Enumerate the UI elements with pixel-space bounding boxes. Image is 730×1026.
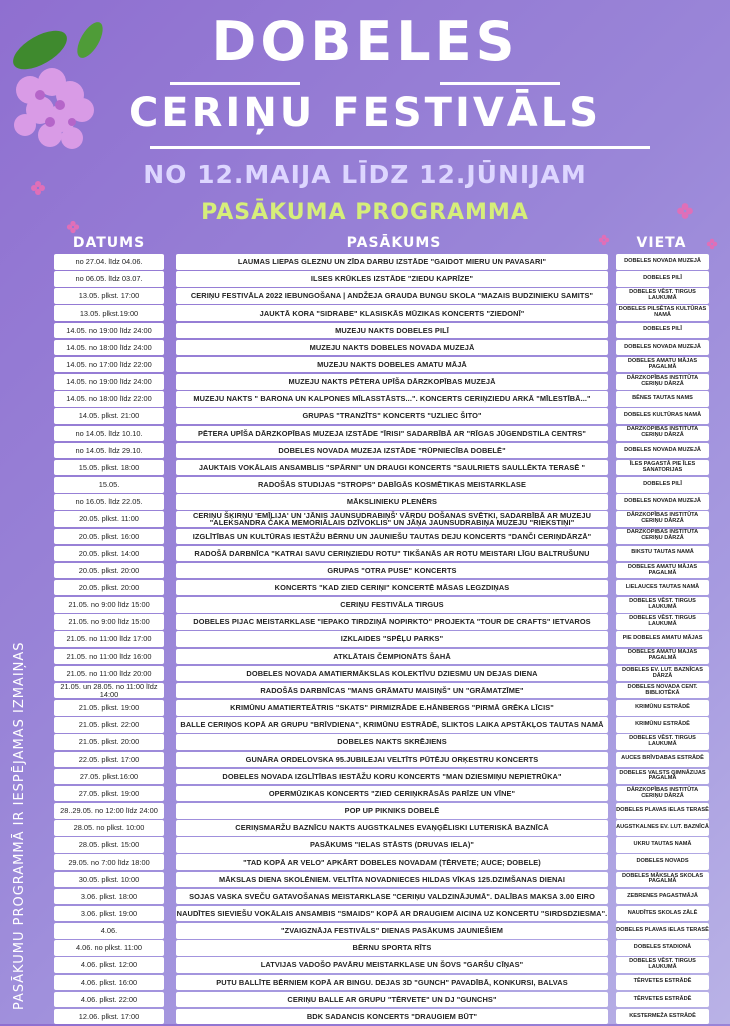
row-event: MUZEJU NAKTS PĒTERA UPĪŠA DĀRZKOPĪBAS MUZEJĀ [176, 374, 608, 390]
row-venue: DOBELES PLAVAS IELAS TERASĒ [616, 923, 709, 939]
row-venue: DĀRZKOPĪBAS INSTITŪTA CERIŅU DĀRZĀ [616, 786, 709, 802]
row-event: KRIMŪNU AMATIERTEĀTRIS "SKATS" PIRMIZRĀDE E.HĀNBERGS "PIRMĀ GRĒKA LĪCIS" [176, 700, 608, 716]
row-event: POP UP PIKNIKS DOBELĒ [176, 803, 608, 819]
row-date: 3.06. plkst. 19:00 [54, 906, 164, 922]
row-venue: DOBELES NOVADA CENT. BIBLIOTĒKĀ [616, 683, 709, 699]
table-row [54, 408, 709, 425]
column-header-event: PASĀKUMS [346, 235, 442, 251]
row-venue: DOBELES EV. LUT. BAZNĪCAS DĀRZĀ [616, 666, 709, 682]
table-row [54, 666, 709, 683]
row-event: BDK SADANCIS KONCERTS "DRAUGIEM BŪT" [176, 1009, 608, 1025]
row-event: DOBELES PIJAC MEISTARKLASE "IEPAKO TIRDZIŅĀ NOPIRKTO" PROJEKTA "TOUR DE CRAFTS" IETVAROS [176, 614, 608, 630]
row-event: MUZEJU NAKTS DOBELES PILĪ [176, 323, 608, 339]
row-venue: KRIMŪNU ESTRĀDĒ [616, 700, 709, 716]
row-event: MUZEJU NAKTS " BARONA UN KALPONES MĪLASSTĀSTS...". KONCERTS CERIŅZIEDU ARKĀ "MĪLESTĪBĀ..." [176, 391, 608, 407]
row-venue: DOBELES AMATU MĀJAS PAGALMĀ [616, 357, 709, 373]
row-venue: DOBELES PLAVAS IELAS TERASĒ [616, 803, 709, 819]
row-event: CERIŅSMARŽU BAZNĪCU NAKTS AUGSTKALNES EVAŅĢĒLISKI LUTERISKĀ BAZNĪCĀ [176, 820, 608, 836]
row-date: 3.06. plkst. 18:00 [54, 889, 164, 905]
row-venue: DOBELES MĀKSLAS SKOLAS PAGALMĀ [616, 872, 709, 888]
row-date: 15.05. plkst. 18:00 [54, 460, 164, 476]
row-event: GRUPAS "TRANZĪTS" KONCERTS "UZLIEC ŠITO" [176, 408, 608, 424]
program-table [54, 254, 709, 1026]
row-event: DOBELES NOVADA AMATIERMĀKSLAS KOLEKTĪVU DZIESMU UN DEJAS DIENA [176, 666, 608, 682]
row-venue: ZEBRENES PAGASTMĀJĀ [616, 889, 709, 905]
row-venue: DOBELES AMATU MĀJAS PAGALMĀ [616, 563, 709, 579]
row-date: no 14.05. līdz 10.10. [54, 426, 164, 442]
table-row [54, 1009, 709, 1026]
row-event: GUNĀRA ORDELOVSKA 95.JUBILEJAI VELTĪTS PŪTĒJU ORĶESTRU KONCERTS [176, 752, 608, 768]
row-venue: DĀRZKOPĪBAS INSTITŪTA CERIŅU DĀRZĀ [616, 511, 709, 527]
row-venue: ĪLES PAGASTĀ PIE ĪLES SANATORIJAS [616, 460, 709, 476]
table-row [54, 717, 709, 734]
table-row [54, 374, 709, 391]
row-event: NAUDĪTES SIEVIEŠU VOKĀLAIS ANSAMBIS "SMAIDS" KOPĀ AR DRAUGIEM AICINA UZ KONCERTU "SIRDSDZIESMA". [176, 906, 608, 922]
row-event: "TAD KOPĀ AR VELO" APKĀRT DOBELES NOVADAM (TĒRVETE; AUCE; DOBELE) [176, 854, 608, 870]
row-venue: AUGSTKALNES EV. LUT. BAZNĪCĀ [616, 820, 709, 836]
table-row [54, 305, 709, 322]
row-venue: DOBELES PILSĒTAS KULTŪRAS NAMĀ [616, 305, 709, 321]
table-row [54, 923, 709, 940]
row-date: 21.05. plkst. 20:00 [54, 734, 164, 750]
table-row [54, 906, 709, 923]
row-date: 20.05. plkst. 20:00 [54, 563, 164, 579]
table-row [54, 426, 709, 443]
row-date: 27.05. plkst. 19:00 [54, 786, 164, 802]
row-date: 22.05. plkst. 17:00 [54, 752, 164, 768]
row-date: no 06.05. līdz 03.07. [54, 271, 164, 287]
row-date: 29.05. no 7:00 līdz 18:00 [54, 854, 164, 870]
table-row [54, 614, 709, 631]
table-row [54, 975, 709, 992]
row-date: 14.05. plkst. 21:00 [54, 408, 164, 424]
row-date: 15.05. [54, 477, 164, 493]
table-row [54, 734, 709, 751]
row-event: RADOŠĀS STUDIJAS "STROPS" DABĪGĀS KOSMĒTIKAS MEISTARKLASE [176, 477, 608, 493]
program-heading: PASĀKUMA PROGRAMMA [201, 200, 529, 225]
row-venue: DOBELES KULTŪRAS NAMĀ [616, 408, 709, 424]
row-venue: DOBELES PILĪ [616, 323, 709, 339]
table-row [54, 271, 709, 288]
table-row [54, 700, 709, 717]
table-row [54, 580, 709, 597]
row-venue: BIKSTU TAUTAS NAMĀ [616, 546, 709, 562]
table-row [54, 288, 709, 305]
row-date: 21.05. plkst. 22:00 [54, 717, 164, 733]
row-date: 21.05. plkst. 19:00 [54, 700, 164, 716]
row-venue: DOBELES PILĪ [616, 271, 709, 287]
row-venue: NAUDĪTES SKOLAS ZĀLĒ [616, 906, 709, 922]
row-venue: DOBELES NOVADA MUZEJĀ [616, 494, 709, 510]
page-subtitle: CERIŅU FESTIVĀLS [128, 90, 602, 136]
column-header-venue: VIETA [636, 235, 687, 251]
row-event: SOJAS VASKA SVEČU GATAVOŠANAS MEISTARKLASE "CERIŅU VALDZINĀJUMĀ". DALĪBAS MAKSA 3.00 EIRO [176, 889, 608, 905]
row-event: PASĀKUMS "IELAS STĀSTS (DRUVAS IELA)" [176, 837, 608, 853]
row-event: JAUKTAIS VOKĀLAIS ANSAMBLIS "SPĀRNI" UN DRAUGI KONCERTS "SAULRIETS SAULLĒKTA TERASĒ " [176, 460, 608, 476]
table-row [54, 357, 709, 374]
row-venue: TĒRVETES ESTRĀDĒ [616, 992, 709, 1008]
row-venue: PIE DOBELES AMATU MĀJAS [616, 631, 709, 647]
table-row [54, 940, 709, 957]
row-venue: DOBELES NOVADS [616, 854, 709, 870]
row-event: CERIŅU ŠĶIRŅU 'EMĪLIJA' UN 'JĀNIS JAUNSUDRABIŅŠ' VĀRDU DOŠANAS SVĒTKI, SADARBĪBĀ AR MUZEJU "ALEKSANDRA ČAKA MEMORIĀLAIS DZĪVOKLIS" UN JĀŅA JAUNSUDRABIŅA MUZEJU "RIEKSTIŅI" [176, 511, 608, 527]
row-date: 14.05. no 19:00 līdz 24:00 [54, 374, 164, 390]
row-date: 14.05. no 19:00 līdz 24:00 [54, 323, 164, 339]
row-date: no 14.05. līdz 29.10. [54, 443, 164, 459]
row-event: LATVIJAS VADOŠO PAVĀRU MEISTARKLASE UN ŠOVS "GARŠU CĪŅAS" [176, 957, 608, 973]
table-row [54, 803, 709, 820]
subtitle-divider [150, 146, 650, 149]
row-venue: DOBELES NOVADA MUZEJĀ [616, 254, 709, 270]
table-row [54, 511, 709, 528]
table-row [54, 820, 709, 837]
row-date: 4.06. no plkst. 11:00 [54, 940, 164, 956]
row-date: 21.05. no 9:00 līdz 15:00 [54, 597, 164, 613]
row-event: PUTU BALLĪTE BĒRNIEM KOPĀ AR BINGU. DEJAS 3D "GUNCH" PAVADĪBĀ, KONKURSI, BALVAS [176, 975, 608, 991]
row-date: 4.06. plkst. 22:00 [54, 992, 164, 1008]
row-venue: KESTERMEŽA ESTRĀDĒ [616, 1009, 709, 1025]
row-event: DOBELES NOVADA MUZEJA IZSTĀDE "RŪPNIECĪBA DOBELĒ" [176, 443, 608, 459]
row-venue: DĀRZKOPĪBAS INSTITŪTA CERIŅU DĀRZĀ [616, 529, 709, 545]
row-event: JAUKTĀ KORA "SIDRABE" KLASISKĀS MŪZIKAS KONCERTS "ZIEDONĪ" [176, 305, 608, 321]
row-event: KONCERTS "KAD ZIED CERIŅI" KONCERTĒ MĀSAS LEGZDIŅAS [176, 580, 608, 596]
row-date: no 16.05. līdz 22.05. [54, 494, 164, 510]
title-divider-left [170, 82, 300, 85]
row-event: MĀKSLAS DIENA SKOLĒNIEM. VELTĪTA NOVADNIECES HILDAS VĪKAS 125.DZIMŠANAS DIENAI [176, 872, 608, 888]
row-date: 4.06. [54, 923, 164, 939]
row-venue: DĀRZKOPĪBAS INSTITŪTA CERIŅU DĀRZĀ [616, 374, 709, 390]
row-date: 28..29.05. no 12:00 līdz 24:00 [54, 803, 164, 819]
row-venue: DOBELES VĒST. TIRGUS LAUKUMĀ [616, 597, 709, 613]
table-row [54, 769, 709, 786]
row-event: MĀKSLINIEKU PLENĒRS [176, 494, 608, 510]
festival-dates: NO 12.MAIJA LĪDZ 12.JŪNIJAM [143, 160, 587, 189]
row-date: 27.05. plkst.16:00 [54, 769, 164, 785]
table-row [54, 872, 709, 889]
table-row [54, 837, 709, 854]
row-date: 20.05. plkst. 11:00 [54, 511, 164, 527]
row-date: 12.06. plkst. 17:00 [54, 1009, 164, 1025]
row-event: DOBELES NOVADA IZGLĪTĪBAS IESTĀŽU KORU KONCERTS "MAN DZIESMIŅU NEPIETRŪKA" [176, 769, 608, 785]
row-date: 14.05. no 17:00 līdz 22:00 [54, 357, 164, 373]
row-event: BĒRNU SPORTA RĪTS [176, 940, 608, 956]
row-date: 21.05. no 11:00 līdz 20:00 [54, 666, 164, 682]
table-row [54, 254, 709, 271]
row-date: 13.05. plkst. 17:00 [54, 288, 164, 304]
row-date: 20.05. plkst. 14:00 [54, 546, 164, 562]
row-event: CERIŅU FESTIVĀLA 2022 IEBUNGOŠANA | ANDŽEJA GRAUDA BUNGU SKOLA "MAZAIS BUDZINIEKU SAMITS" [176, 288, 608, 304]
table-row [54, 443, 709, 460]
table-row [54, 340, 709, 357]
row-venue: DOBELES VĒST. TIRGUS LAUKUMĀ [616, 614, 709, 630]
row-date: 21.05. un 28.05. no 11:00 līdz 14:00 [54, 683, 164, 699]
side-note: PASĀKUMU PROGRAMMĀ IR IESPĒJAMAS IZMAIŅAS [12, 641, 27, 1010]
row-venue: AUCES BRĪVDABAS ESTRĀDĒ [616, 752, 709, 768]
row-venue: DOBELES NOVADA MUZEJĀ [616, 340, 709, 356]
row-venue: DĀRZKOPĪBAS INSTITŪTA CERIŅU DĀRZĀ [616, 426, 709, 442]
row-event: RADOŠĀ DARBNĪCA "KATRAI SAVU CERIŅZIEDU ROTU" TIKŠANĀS AR ROTU MEISTARI LĪGU BALTRUŠUNU [176, 546, 608, 562]
row-event: BALLE CERIŅOS KOPĀ AR GRUPU "BRĪVDIENA", KRIMŪNU ESTRĀDĒ, SLIKTOS LAIKA APSTĀKĻOS TAUTAS NAMĀ [176, 717, 608, 733]
row-venue: DOBELES STADIONĀ [616, 940, 709, 956]
table-row [54, 494, 709, 511]
row-venue: LIELAUCES TAUTAS NAMĀ [616, 580, 709, 596]
row-venue: DOBELES VALSTS ĢIMNĀZIJAS PAGALMĀ [616, 769, 709, 785]
row-date: 14.05. no 18:00 līdz 24:00 [54, 340, 164, 356]
row-event: ILSES KRŪKLES IZSTĀDE "ZIEDU KAPRĪZE" [176, 271, 608, 287]
table-row [54, 752, 709, 769]
row-date: 13.05. plkst.19:00 [54, 305, 164, 321]
row-date: 28.05. plkst. 15:00 [54, 837, 164, 853]
row-event: CERIŅU FESTIVĀLA TIRGUS [176, 597, 608, 613]
row-date: 20.05. plkst. 16:00 [54, 529, 164, 545]
row-event: PĒTERA UPĪŠA DĀRZKOPĪBAS MUZEJA IZSTĀDE "ĪRISI" SADARBĪBĀ AR "RĪGAS JŪGENDSTILA CENTRS" [176, 426, 608, 442]
row-event: LAUMAS LIEPAS GLEZNU UN ZĪDA DARBU IZSTĀDE "GAIDOT MIERU UN PAVASARI" [176, 254, 608, 270]
row-date: 30.05. plkst. 10:00 [54, 872, 164, 888]
table-row [54, 529, 709, 546]
table-row [54, 854, 709, 871]
column-header-date: DATUMS [72, 235, 146, 251]
row-date: 14.05. no 18:00 līdz 22:00 [54, 391, 164, 407]
table-row [54, 477, 709, 494]
row-event: RADOŠĀS DARBNĪCAS "MANS GRĀMATU MAISIŅŠ" UN "GRĀMATZĪME" [176, 683, 608, 699]
row-venue: DOBELES AMATU MĀJAS PAGALMĀ [616, 649, 709, 665]
table-row [54, 563, 709, 580]
row-event: ATKLĀTAIS ČEMPIONĀTS ŠAHĀ [176, 649, 608, 665]
row-venue: DOBELES NOVADA MUZEJĀ [616, 443, 709, 459]
row-venue: BĒNES TAUTAS NAMS [616, 391, 709, 407]
table-row [54, 391, 709, 408]
table-row [54, 597, 709, 614]
table-row [54, 323, 709, 340]
row-date: 21.05. no 9:00 līdz 15:00 [54, 614, 164, 630]
row-venue: KRIMŪNU ESTRĀDĒ [616, 717, 709, 733]
table-row [54, 889, 709, 906]
row-venue: TĒRVETES ESTRĀDĒ [616, 975, 709, 991]
table-row [54, 992, 709, 1009]
table-row [54, 683, 709, 700]
title-divider-right [440, 82, 560, 85]
row-date: 4.06. plkst. 16:00 [54, 975, 164, 991]
row-date: 4.06. plkst. 12:00 [54, 957, 164, 973]
page-title: DOBELES [211, 10, 519, 73]
row-venue: DOBELES VĒST. TIRGUS LAUKUMĀ [616, 957, 709, 973]
row-event: "ZVAIGZNĀJA FESTIVĀLS" DIENAS PASĀKUMS JAUNIEŠIEM [176, 923, 608, 939]
row-date: 20.05. plkst. 20:00 [54, 580, 164, 596]
row-event: IZKLAIDES "SPĒĻU PARKS" [176, 631, 608, 647]
table-row [54, 460, 709, 477]
row-event: OPERMŪZIKAS KONCERTS "ZIED CERIŅKRĀSĀS PARĪZE UN VĪNE" [176, 786, 608, 802]
table-row [54, 786, 709, 803]
row-date: no 27.04. līdz 04.06. [54, 254, 164, 270]
row-event: IZGLĪTĪBAS UN KULTŪRAS IESTĀŽU BĒRNU UN JAUNIEŠU TAUTAS DEJU KONCERTS "DANČI CERIŅDĀRZĀ" [176, 529, 608, 545]
row-event: DOBELES NAKTS SKRĒJIENS [176, 734, 608, 750]
row-event: MUZEJU NAKTS DOBELES AMATU MĀJĀ [176, 357, 608, 373]
row-venue: UKRU TAUTAS NAMĀ [616, 837, 709, 853]
row-date: 21.05. no 11:00 līdz 17:00 [54, 631, 164, 647]
table-row [54, 546, 709, 563]
row-venue: DOBELES VĒST. TIRGUS LAUKUMĀ [616, 288, 709, 304]
row-event: CERIŅU BALLE AR GRUPU "TĒRVETE" UN DJ "GUNCHS" [176, 992, 608, 1008]
row-date: 21.05. no 11:00 līdz 16:00 [54, 649, 164, 665]
table-row [54, 649, 709, 666]
row-event: GRUPAS "OTRA PUSE" KONCERTS [176, 563, 608, 579]
row-event: MUZEJU NAKTS DOBELES NOVADA MUZEJĀ [176, 340, 608, 356]
row-venue: DOBELES VĒST. TIRGUS LAUKUMĀ [616, 734, 709, 750]
row-venue: DOBELES PILĪ [616, 477, 709, 493]
table-row [54, 957, 709, 974]
row-date: 28.05. no plkst. 10:00 [54, 820, 164, 836]
table-row [54, 631, 709, 648]
